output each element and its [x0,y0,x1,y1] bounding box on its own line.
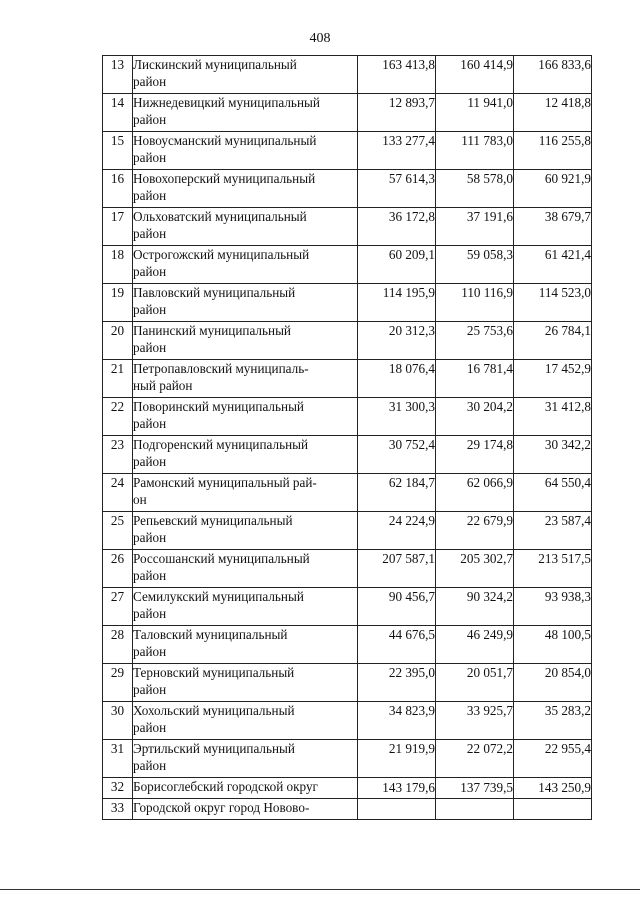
row-number: 13 [103,56,133,94]
value-col-3: 35 283,2 [514,702,592,740]
row-number: 18 [103,246,133,284]
value-col-3: 22 955,4 [514,740,592,778]
value-col-2: 160 414,9 [436,56,514,94]
budget-table [102,55,592,820]
value-col-3: 26 784,1 [514,322,592,360]
value-col-2: 137 739,5 [436,778,514,799]
value-col-2: 58 578,0 [436,170,514,208]
table-row [103,56,592,94]
value-col-2: 25 753,6 [436,322,514,360]
table-row [103,799,592,820]
value-col-2: 110 116,9 [436,284,514,322]
row-number: 23 [103,436,133,474]
row-number: 16 [103,170,133,208]
value-col-3: 17 452,9 [514,360,592,398]
row-number: 15 [103,132,133,170]
municipality-name: Нижнедевицкий муниципальный район [133,94,358,132]
value-col-3: 30 342,2 [514,436,592,474]
value-col-3 [514,799,592,820]
table-row [103,284,592,322]
table-row [103,246,592,284]
value-col-3: 61 421,4 [514,246,592,284]
table-row [103,702,592,740]
value-col-1: 12 893,7 [358,94,436,132]
value-col-2: 16 781,4 [436,360,514,398]
value-col-2: 46 249,9 [436,626,514,664]
value-col-1: 24 224,9 [358,512,436,550]
value-col-3: 20 854,0 [514,664,592,702]
value-col-1: 44 676,5 [358,626,436,664]
value-col-2: 20 051,7 [436,664,514,702]
municipality-name: Терновский муниципальный район [133,664,358,702]
municipality-name: Подгоренский муниципальный район [133,436,358,474]
table-row [103,94,592,132]
value-col-1: 143 179,6 [358,778,436,799]
row-number: 19 [103,284,133,322]
value-col-2: 111 783,0 [436,132,514,170]
row-number: 28 [103,626,133,664]
row-number: 14 [103,94,133,132]
value-col-3: 166 833,6 [514,56,592,94]
table-row [103,208,592,246]
value-col-3: 48 100,5 [514,626,592,664]
value-col-1: 57 614,3 [358,170,436,208]
value-col-3: 31 412,8 [514,398,592,436]
value-col-2 [436,799,514,820]
row-number: 20 [103,322,133,360]
table-row [103,360,592,398]
value-col-2: 33 925,7 [436,702,514,740]
value-col-3: 143 250,9 [514,778,592,799]
municipality-name: Поворинский муниципальный район [133,398,358,436]
municipality-name: Новохоперский муниципальный район [133,170,358,208]
value-col-1: 163 413,8 [358,56,436,94]
table-row [103,170,592,208]
municipality-name: Панинский муниципальный район [133,322,358,360]
value-col-1 [358,799,436,820]
municipality-name: Семилукский муниципальный район [133,588,358,626]
value-col-2: 62 066,9 [436,474,514,512]
value-col-1: 30 752,4 [358,436,436,474]
table-body [103,56,592,820]
municipality-name: Эртильский муниципальный район [133,740,358,778]
value-col-3: 12 418,8 [514,94,592,132]
value-col-3: 116 255,8 [514,132,592,170]
value-col-1: 62 184,7 [358,474,436,512]
value-col-2: 90 324,2 [436,588,514,626]
value-col-2: 59 058,3 [436,246,514,284]
row-number: 31 [103,740,133,778]
row-number: 17 [103,208,133,246]
value-col-3: 93 938,3 [514,588,592,626]
value-col-3: 38 679,7 [514,208,592,246]
row-number: 32 [103,778,133,799]
value-col-1: 207 587,1 [358,550,436,588]
municipality-name: Городской округ город Нововo- [133,799,358,820]
table-row [103,778,592,799]
value-col-1: 31 300,3 [358,398,436,436]
value-col-1: 114 195,9 [358,284,436,322]
value-col-1: 21 919,9 [358,740,436,778]
row-number: 24 [103,474,133,512]
value-col-2: 11 941,0 [436,94,514,132]
table-row [103,588,592,626]
row-number: 26 [103,550,133,588]
table-row [103,512,592,550]
municipality-name: Ольховатский муниципальный район [133,208,358,246]
municipality-name: Таловский муниципальный район [133,626,358,664]
value-col-3: 114 523,0 [514,284,592,322]
page-number: 408 [309,31,331,46]
row-number: 33 [103,799,133,820]
row-number: 25 [103,512,133,550]
municipality-name: Павловский муниципальный район [133,284,358,322]
table-row [103,436,592,474]
municipality-name: Хохольский муниципальный район [133,702,358,740]
value-col-2: 30 204,2 [436,398,514,436]
value-col-1: 90 456,7 [358,588,436,626]
municipality-name: Новоусманский муниципальный район [133,132,358,170]
value-col-2: 37 191,6 [436,208,514,246]
row-number: 22 [103,398,133,436]
row-number: 27 [103,588,133,626]
value-col-1: 60 209,1 [358,246,436,284]
municipality-name: Борисоглебский городской округ [133,778,358,799]
page-bottom-rule [0,889,640,890]
value-col-2: 22 072,2 [436,740,514,778]
municipality-name: Рамонский муниципальный рай- он [133,474,358,512]
municipality-name: Петропавловский муниципаль- ный район [133,360,358,398]
row-number: 30 [103,702,133,740]
value-col-3: 60 921,9 [514,170,592,208]
table-row [103,132,592,170]
value-col-1: 22 395,0 [358,664,436,702]
row-number: 21 [103,360,133,398]
value-col-1: 34 823,9 [358,702,436,740]
value-col-3: 23 587,4 [514,512,592,550]
table-row [103,398,592,436]
value-col-3: 213 517,5 [514,550,592,588]
value-col-1: 20 312,3 [358,322,436,360]
table-row [103,322,592,360]
municipality-name: Острогожский муниципальный район [133,246,358,284]
table-row [103,664,592,702]
value-col-1: 36 172,8 [358,208,436,246]
value-col-2: 29 174,8 [436,436,514,474]
row-number: 29 [103,664,133,702]
table-row [103,550,592,588]
table-row [103,740,592,778]
municipality-name: Репьевский муниципальный район [133,512,358,550]
value-col-2: 22 679,9 [436,512,514,550]
municipality-name: Россошанский муниципальный район [133,550,358,588]
table-row [103,626,592,664]
table-row [103,474,592,512]
value-col-1: 18 076,4 [358,360,436,398]
value-col-1: 133 277,4 [358,132,436,170]
value-col-2: 205 302,7 [436,550,514,588]
municipality-name: Лискинский муниципальный район [133,56,358,94]
value-col-3: 64 550,4 [514,474,592,512]
